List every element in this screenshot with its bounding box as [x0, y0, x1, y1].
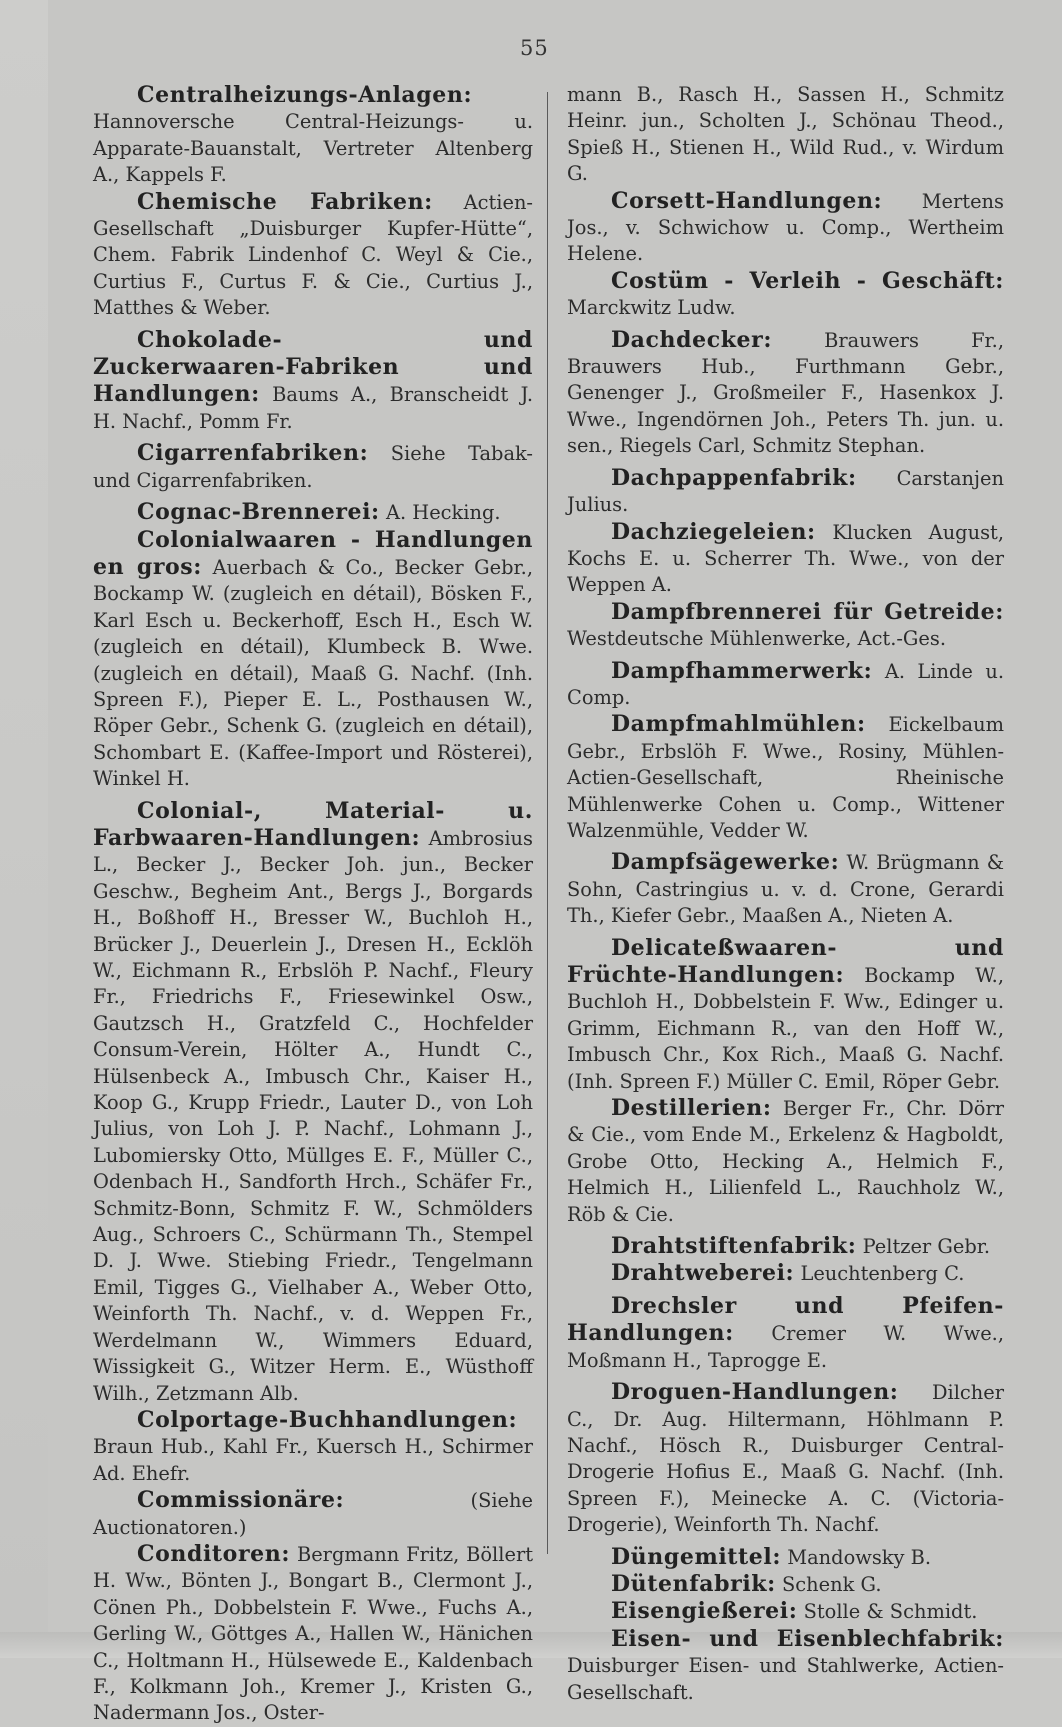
directory-entry	[93, 1407, 533, 1487]
right-column	[567, 82, 1004, 1706]
entry-listing-text: Ambrosius L., Becker J., Becker Joh. jun., Becker Geschw., Begheim Ant., Bergs J., Borgards H., Boßhoff H., Bresser W., Buchloh H., Brücker J., Deuerlein J., Dresen H., Ecklöh W., Eichmann R., Erbslöh P. Nachf., Fleury Fr., Friedrichs F., Friesewinkel Osw., Gautzsch H., Gratzfeld C., Hochfelder Consum-Verein, Hölter A., Hundt C., Hülsenbeck A., Imbusch Chr., Kaiser H., Koop G., Krupp Friedr., Lauter D., von Loh Julius, von Loh J. P. Nachf., Lohmann J., Lubomiersky Otto, Müllges E. F., Müller C., Odenbach H., Sandforth Hrch., Schäfer Fr., Schmitz-Bonn, Schmitz F. W., Schmölders Aug., Schroers C., Schürmann Th., Stempel D. J. Wwe. Stiebing Friedr., Tengelmann Emil, Tigges G., Vielhaber A., Weber Otto, Weinforth Th. Nachf., v. d. Weppen Fr., Werdelmann W., Wimmers Eduard, Wissigkeit G., Witzer Herm. E., Wüsthoff Wilh., Zetzmann Alb.	[93, 826, 533, 1405]
entry-listing-text: Baums A., Branscheidt J. H. Nachf., Pomm Fr.	[93, 383, 533, 433]
directory-entry	[93, 499, 533, 526]
directory-entry	[93, 82, 533, 109]
entry-listing-text: Eickelbaum Gebr., Erbslöh F. Wwe., Rosiny, Mühlen-Actien-Gesellschaft, Rheinische Mühlenwerke Cohen u. Comp., Wittener Walzenmühle, Vedder W.	[567, 713, 1004, 842]
entry-listing-text: Bockamp W., Buchloh H., Dobbelstein F. Ww., Edinger u. Grimm, Eichmann R., van den Hoff W., Imbusch Chr., Kox Rich., Maaß G. Nachf. (Inh. Spreen F.) Müller C. Emil, Röper Gebr.	[567, 964, 1004, 1093]
entry-listing-text: Stolle & Schmidt.	[803, 1600, 978, 1624]
directory-entry	[93, 189, 533, 322]
entry-category-heading: Drahtstiftenfabrik:	[611, 1233, 857, 1260]
entry-listing-text: Dilcher C., Dr. Aug. Hiltermann, Höhlmann P. Nachf., Hösch R., Duisburger Central-Drogerie Hofius E., Maaß G. Nachf. (Inh. Spreen F.), Meinecke A. C. (Victoria-Drogerie), Weinforth Th. Nachf.	[567, 1381, 1004, 1537]
directory-entry	[93, 1541, 533, 1727]
directory-entry	[567, 849, 1004, 929]
entry-category-heading: Chokolade- und Zuckerwaaren-Fabriken und Handlungen:	[93, 326, 533, 408]
entry-category-heading: Colonial-, Material- u. Farbwaaren-Handlungen:	[93, 797, 533, 851]
entry-listing-text: Marckwitz Ludw.	[567, 296, 736, 320]
entry-category-heading: Commissionäre:	[137, 1487, 345, 1514]
directory-entry	[93, 440, 533, 494]
entry-listing-text: Cremer W. Wwe., Moßmann H., Taprogge E.	[567, 1322, 1005, 1372]
entry-listing-text: mann B., Rasch H., Sassen H., Schmitz Heinr. jun., Scholten J., Schönau Theod., Spieß H., Stienen H., Wild Rud., v. Wirdum G.	[567, 83, 1004, 186]
entry-category-heading: Dachpappenfabrik:	[611, 464, 857, 491]
entry-category-heading: Cognac-Brennerei:	[137, 499, 380, 526]
directory-entry	[567, 711, 1004, 844]
entry-listing-text: Klucken August, Kochs E. u. Scherrer Th. Wwe., von der Weppen A.	[567, 520, 1004, 597]
entry-category-heading: Drahtweberei:	[611, 1260, 795, 1287]
entry-listing-text: Braun Hub., Kahl Fr., Kuersch H., Schirmer Ad. Ehefr.	[93, 1435, 533, 1485]
directory-entry	[567, 1260, 1004, 1287]
entry-listing-text: Carstanjen Julius.	[567, 466, 1004, 517]
entry-listing-text: Mertens Jos., v. Schwichow u. Comp., Wertheim Helene.	[567, 189, 1004, 266]
left-column	[93, 82, 533, 1727]
directory-entry	[567, 658, 1004, 712]
entry-category-heading: Dampfbrennerei für Getreide:	[611, 598, 1004, 625]
entry-listing-text: Schenk G.	[782, 1572, 882, 1596]
directory-entry	[567, 188, 1004, 268]
directory-entry	[567, 1544, 1004, 1571]
directory-entry	[93, 1487, 533, 1541]
entry-listing-text: Auerbach & Co., Becker Gebr., Bockamp W. (zugleich en détail), Bösken F., Karl Esch u. Beckerhoff, Esch H., Esch W. (zugleich en détail), Klumbeck B. Wwe. (zugleich en détail), Maaß G. Nachf. (Inh. Spreen F.), Pieper E. L., Posthausen W., Röper Gebr., Schenk G. (zugleich en détail), Schombart E. (Kaffee-Import und Rösterei), Winkel H.	[93, 555, 533, 791]
directory-entry	[567, 327, 1004, 460]
directory-entry	[567, 1095, 1004, 1228]
directory-entry	[567, 1379, 1004, 1538]
entry-listing-text: Hannoversche Central-Heizungs- u. Apparate-Bauanstalt, Vertreter Altenberg A., Kappels F.	[93, 110, 533, 187]
entry-category-heading: Düngemittel:	[611, 1543, 782, 1570]
page-number: 55	[520, 36, 549, 60]
directory-entry	[567, 1598, 1004, 1625]
entry-listing-text: A. Linde u. Comp.	[567, 659, 1004, 709]
entry-listing-text: Westdeutsche Mühlenwerke, Act.-Ges.	[567, 627, 947, 651]
entry-listing-text: A. Hecking.	[385, 501, 501, 525]
directory-entry	[567, 599, 1004, 653]
directory-entry	[567, 1293, 1004, 1374]
entry-listing-text: Actien-Gesellschaft „Duisburger Kupfer-Hütte“, Chem. Fabrik Lindenhof C. Weyl & Cie., Curtius F., Curtus F. & Cie., Curtius J., Matthes & Weber.	[93, 190, 533, 320]
entry-listing-text: Peltzer Gebr.	[862, 1235, 991, 1259]
entry-category-heading: Eisengießerei:	[611, 1598, 798, 1625]
entry-category-heading: Costüm - Verleih - Geschäft:	[611, 267, 1004, 294]
entry-category-heading: Cigarrenfabriken:	[137, 440, 369, 467]
entry-listing-text: Brauwers Fr., Brauwers Hub., Furthmann Gebr., Genenger J., Großmeiler F., Hasenkox J. Wwe., Ingendörnen Joh., Peters Th. jun. u. sen., Riegels Carl, Schmitz Stephan.	[567, 328, 1004, 458]
directory-entry	[567, 268, 1004, 322]
entry-listing-text: W. Brügmann & Sohn, Castringius u. v. d. Crone, Gerardi Th., Kiefer Gebr., Maaßen A., Nieten A.	[567, 851, 1004, 928]
directory-entry	[567, 1233, 1004, 1260]
entry-category-heading: Dachziegeleien:	[611, 518, 816, 545]
entry-listing-text: Siehe Tabak- und Cigarrenfabriken.	[93, 442, 533, 492]
entry-listing-text: Berger Fr., Chr. Dörr & Cie., vom Ende M., Erkelenz & Hagboldt, Grobe Otto, Hecking A., Helmich F., Helmich H., Lilienfeld L., Rauchholz W., Röb & Cie.	[567, 1097, 1004, 1226]
entry-category-heading: Eisen- und Eisenblechfabrik:	[611, 1625, 1004, 1652]
entry-category-heading: Centralheizungs-Anlagen:	[137, 82, 473, 108]
directory-entry	[567, 519, 1004, 599]
entry-listing-text: Bergmann Fritz, Böllert H. Ww., Bönten J., Bongart B., Clermont J., Cönen Ph., Dobbelstein F. Wwe., Fuchs A., Gerling W., Göttges A., Hallen W., Hänichen C., Holtmann H., Hülsewede E., Kaldenbach F., Kolkmann Joh., Kremer J., Kristen G., Nadermann Jos., Oster-	[93, 1542, 533, 1725]
entry-category-heading: Dütenfabrik:	[611, 1570, 776, 1597]
directory-entry	[567, 1626, 1004, 1706]
entry-category-heading: Delicateßwaaren- und Früchte-Handlungen:	[567, 934, 1004, 988]
entry-category-heading: Corsett-Handlungen:	[611, 187, 883, 214]
entry-category-heading: Drechsler und Pfeifen-Handlungen:	[567, 1292, 1004, 1347]
directory-entry	[93, 109, 533, 188]
entry-category-heading: Conditoren:	[137, 1540, 291, 1567]
entry-category-heading: Dampfhammerwerk:	[611, 657, 873, 684]
entry-listing-text: Leuchtenberg C.	[800, 1262, 965, 1286]
entry-category-heading: Chemische Fabriken:	[137, 188, 433, 215]
entry-listing-text: Mandowsky B.	[787, 1545, 932, 1569]
entry-category-heading: Droguen-Handlungen:	[611, 1379, 899, 1406]
entry-listing-text: (Siehe Auctionatoren.)	[93, 1489, 533, 1539]
column-divider	[547, 92, 548, 1554]
directory-entry	[93, 798, 533, 1407]
entry-category-heading: Colonialwaaren - Handlungen en gros:	[93, 526, 533, 580]
directory-entry	[567, 82, 1004, 188]
entry-listing-text: Duisburger Eisen- und Stahlwerke, Actien-Gesellschaft.	[567, 1654, 1004, 1704]
directory-entry	[567, 1571, 1004, 1598]
entry-category-heading: Dachdecker:	[611, 326, 773, 353]
entry-category-heading: Dampfmahlmühlen:	[611, 711, 866, 738]
entry-category-heading: Colportage-Buchhandlungen:	[137, 1406, 518, 1433]
directory-entry	[567, 935, 1004, 1095]
entry-category-heading: Destillerien:	[611, 1095, 772, 1122]
entry-category-heading: Dampfsägewerke:	[611, 849, 840, 876]
directory-entry	[93, 527, 533, 793]
directory-entry	[93, 327, 533, 436]
directory-entry	[567, 465, 1004, 519]
